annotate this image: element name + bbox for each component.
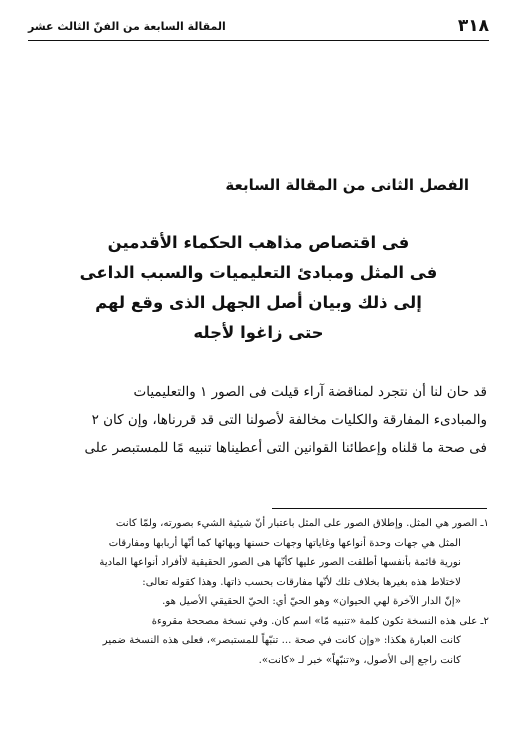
body-line: قد حان لنا أن نتجرد لمناقضة آراء قيلت فى الصور ١ والتعليميات — [133, 384, 487, 400]
chapter-title-line: فى اقتصاص مذاهب الحكماء الأقدمين — [107, 233, 410, 252]
footnote-line: ٢ـ على هذه النسخة تكون كلمة «تنبيه مّا» اسم كان. وفي نسخة مصححة مقروءة — [151, 615, 489, 627]
chapter-title-line: حتى زاغوا لأجله — [193, 323, 324, 342]
page-number: ٣١٨ — [457, 16, 489, 36]
chapter-title-line: إلى ذلك وبيان أصل الجهل الذى وقع لهم — [95, 293, 422, 312]
footnote-line: «إنّ الدار الآخرة لهي الحيوان» وهو الحيّ أي: الحيّ الحقيقي الأصيل هو. — [162, 596, 461, 607]
footnote-line: لاختلاط هذه بغيرها بخلاف تلك لأنّها مفارقات بحسب ذاتها. وهذا كقوله تعالى: — [142, 576, 461, 588]
footnote-line: المثل هي جهات وحدة أنواعها وغاياتها وجهات حسنها وبهائها كما أنّها أربابها ومفارقات — [108, 537, 461, 549]
running-header — [28, 14, 489, 41]
chapter-title — [40, 228, 477, 348]
body-line: فى صحة ما قلناه وإعطائنا القوانين التى أعطيناها تنبيه مًا للمستبصر على — [84, 440, 487, 456]
running-header-title: المقالة السابعة من الفنّ الثالث عشر — [28, 20, 226, 33]
chapter-title-line: فى المثل ومبادئ التعليميات والسبب الداعى — [79, 263, 438, 282]
footnote-line: ١ـ الصور هي المثل. وإطلاق الصور على المثل باعتبار أنّ شيئية الشيء بصورته، ولمّا كانت — [115, 518, 489, 529]
footnote-line: كانت راجع إلى الأصول، و«تنبّهاً» خبر لـ «كانت». — [258, 654, 461, 666]
body-paragraph — [30, 378, 487, 462]
body-line: والمبادىء المفارقة والكليات مخالفة لأصولنا التى قد قررناها، وإن كان ٢ — [91, 412, 487, 428]
footnote-line: نورية قائمة بأنفسها أطلقت الصور عليها كأنّها هى الصور الحقيقية لاأفراد أنواعها المادية — [99, 557, 461, 568]
footnotes — [28, 514, 489, 670]
section-label: الفصل الثانى من المقالة السابعة — [225, 176, 469, 194]
footnote-line: كانت العبارة هكذا: «وإن كانت في صحة ... تنبّهاً للمستبصر»، فعلى هذه النسخة ضمير — [102, 635, 461, 646]
footnote-divider — [272, 508, 487, 509]
